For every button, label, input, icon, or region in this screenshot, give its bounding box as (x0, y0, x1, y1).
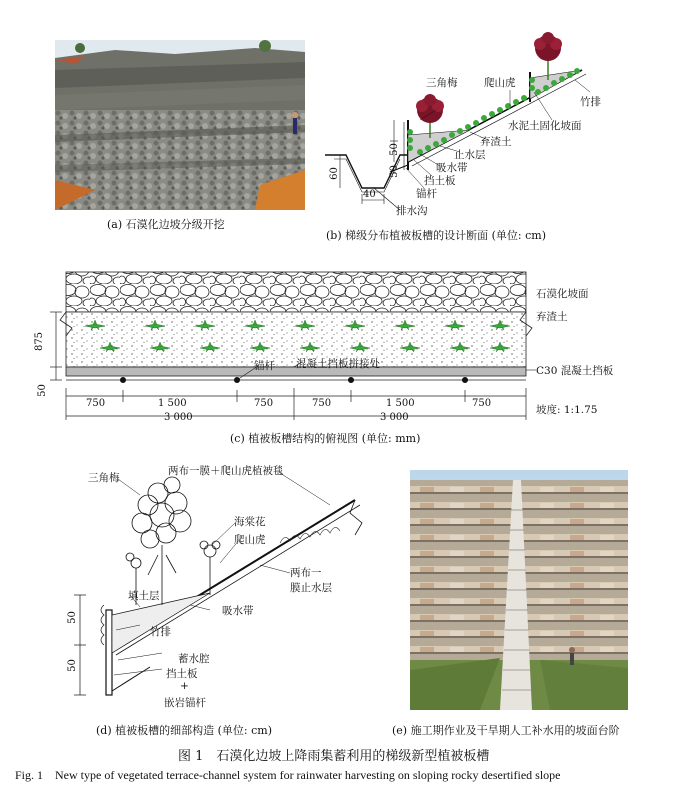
label-maogan-b: 锚杆 (416, 188, 437, 200)
panel-a-caption: (a) 石漠化边坡分级开挖 (107, 218, 225, 231)
figure-title-cn: 图 1 石漠化边坡上降雨集蓄利用的梯级新型植被板槽 (178, 749, 490, 764)
dim-seg-2-c: 1 500 (158, 398, 187, 409)
label-membrane-2-d: 膜止水层 (290, 582, 332, 594)
dim-50a-b: 50 (388, 143, 400, 156)
label-dangtuban-d: 挡土板 (166, 668, 198, 680)
label-shuini-b: 水泥土固化坡面 (508, 120, 582, 132)
dim-seg-6-c: 750 (472, 398, 492, 409)
dim-seg-4-c: 750 (312, 398, 332, 409)
label-zhupai-b: 竹排 (580, 96, 601, 108)
dim-875-c: 875 (34, 331, 46, 352)
label-zhitu-d: 填土层 (128, 590, 160, 602)
label-slope-surface-c: 石漠化坡面 (536, 288, 589, 300)
photo-terraced-slope (410, 470, 628, 710)
dim-50a-d: 50 (66, 611, 78, 624)
label-sanjiaomei-b: 三角梅 (426, 77, 458, 89)
dim-total-2-c: 3 000 (380, 412, 409, 423)
label-qizhatu-c: 弃渣土 (536, 311, 568, 323)
panel-a (55, 40, 305, 210)
panel-d-caption: (d) 植被板槽的细部构造 (单位: cm) (96, 724, 272, 737)
dim-seg-5-c: 1 500 (386, 398, 415, 409)
label-blanket-d: 两布一膜＋爬山虎植被毯 (168, 465, 284, 477)
label-qianyan-d: 嵌岩锚杆 (164, 697, 206, 709)
label-dangtuban-b: 挡土板 (424, 175, 456, 187)
label-paishuigou-b: 排水沟 (396, 205, 428, 217)
label-joint-c: 混凝土挡板拼接处 (296, 358, 380, 370)
label-membrane-1-d: 两布一 (290, 567, 322, 579)
dim-40-b: 40 (363, 189, 376, 200)
panel-e (410, 470, 628, 710)
label-haitanghua-d: 海棠花 (234, 516, 266, 528)
dim-seg-1-c: 750 (86, 398, 106, 409)
dim-50b-d: 50 (66, 659, 78, 672)
panel-b-caption: (b) 梯级分布植被板槽的设计断面 (单位: cm) (326, 229, 546, 242)
panel-e-caption: (e) 施工期作业及干旱期人工补水用的坡面台阶 (392, 724, 620, 737)
label-podu-c: 坡度: 1:1.75 (536, 404, 598, 416)
panel-c-caption: (c) 植被板槽结构的俯视图 (单位: mm) (230, 432, 421, 445)
label-qizhatu-b: 弃渣土 (480, 136, 512, 148)
label-xishuidai-d: 吸水带 (222, 605, 254, 617)
label-pashanhu-b: 爬山虎 (484, 77, 516, 89)
dim-50-c: 50 (36, 384, 48, 397)
label-c30-c: C30 混凝土挡板 (536, 365, 614, 377)
dim-total-1-c: 3 000 (164, 412, 193, 423)
label-xishuidai-b: 吸水带 (436, 162, 468, 174)
figure-title-en: Fig. 1 New type of vegetated terrace-channel system for rainwater harvesting on sloping rocky desertified slope (15, 768, 561, 782)
photo-excavated-slope (55, 40, 305, 210)
dim-seg-3-c: 750 (254, 398, 274, 409)
label-zhupai-d: 竹排 (150, 626, 171, 638)
label-xushuiqiang-d: 蓄水腔 (178, 653, 210, 665)
label-sanjiaomei-d: 三角梅 (88, 472, 120, 484)
label-pashanhu-d: 爬山虎 (234, 534, 266, 546)
label-zhishuiceng-b: 止水层 (454, 149, 486, 161)
label-plus-d: + (180, 680, 189, 692)
dim-60-b: 60 (328, 167, 340, 180)
label-maogan-c: 锚杆 (254, 360, 275, 372)
dim-50b-b: 50 (388, 165, 400, 178)
